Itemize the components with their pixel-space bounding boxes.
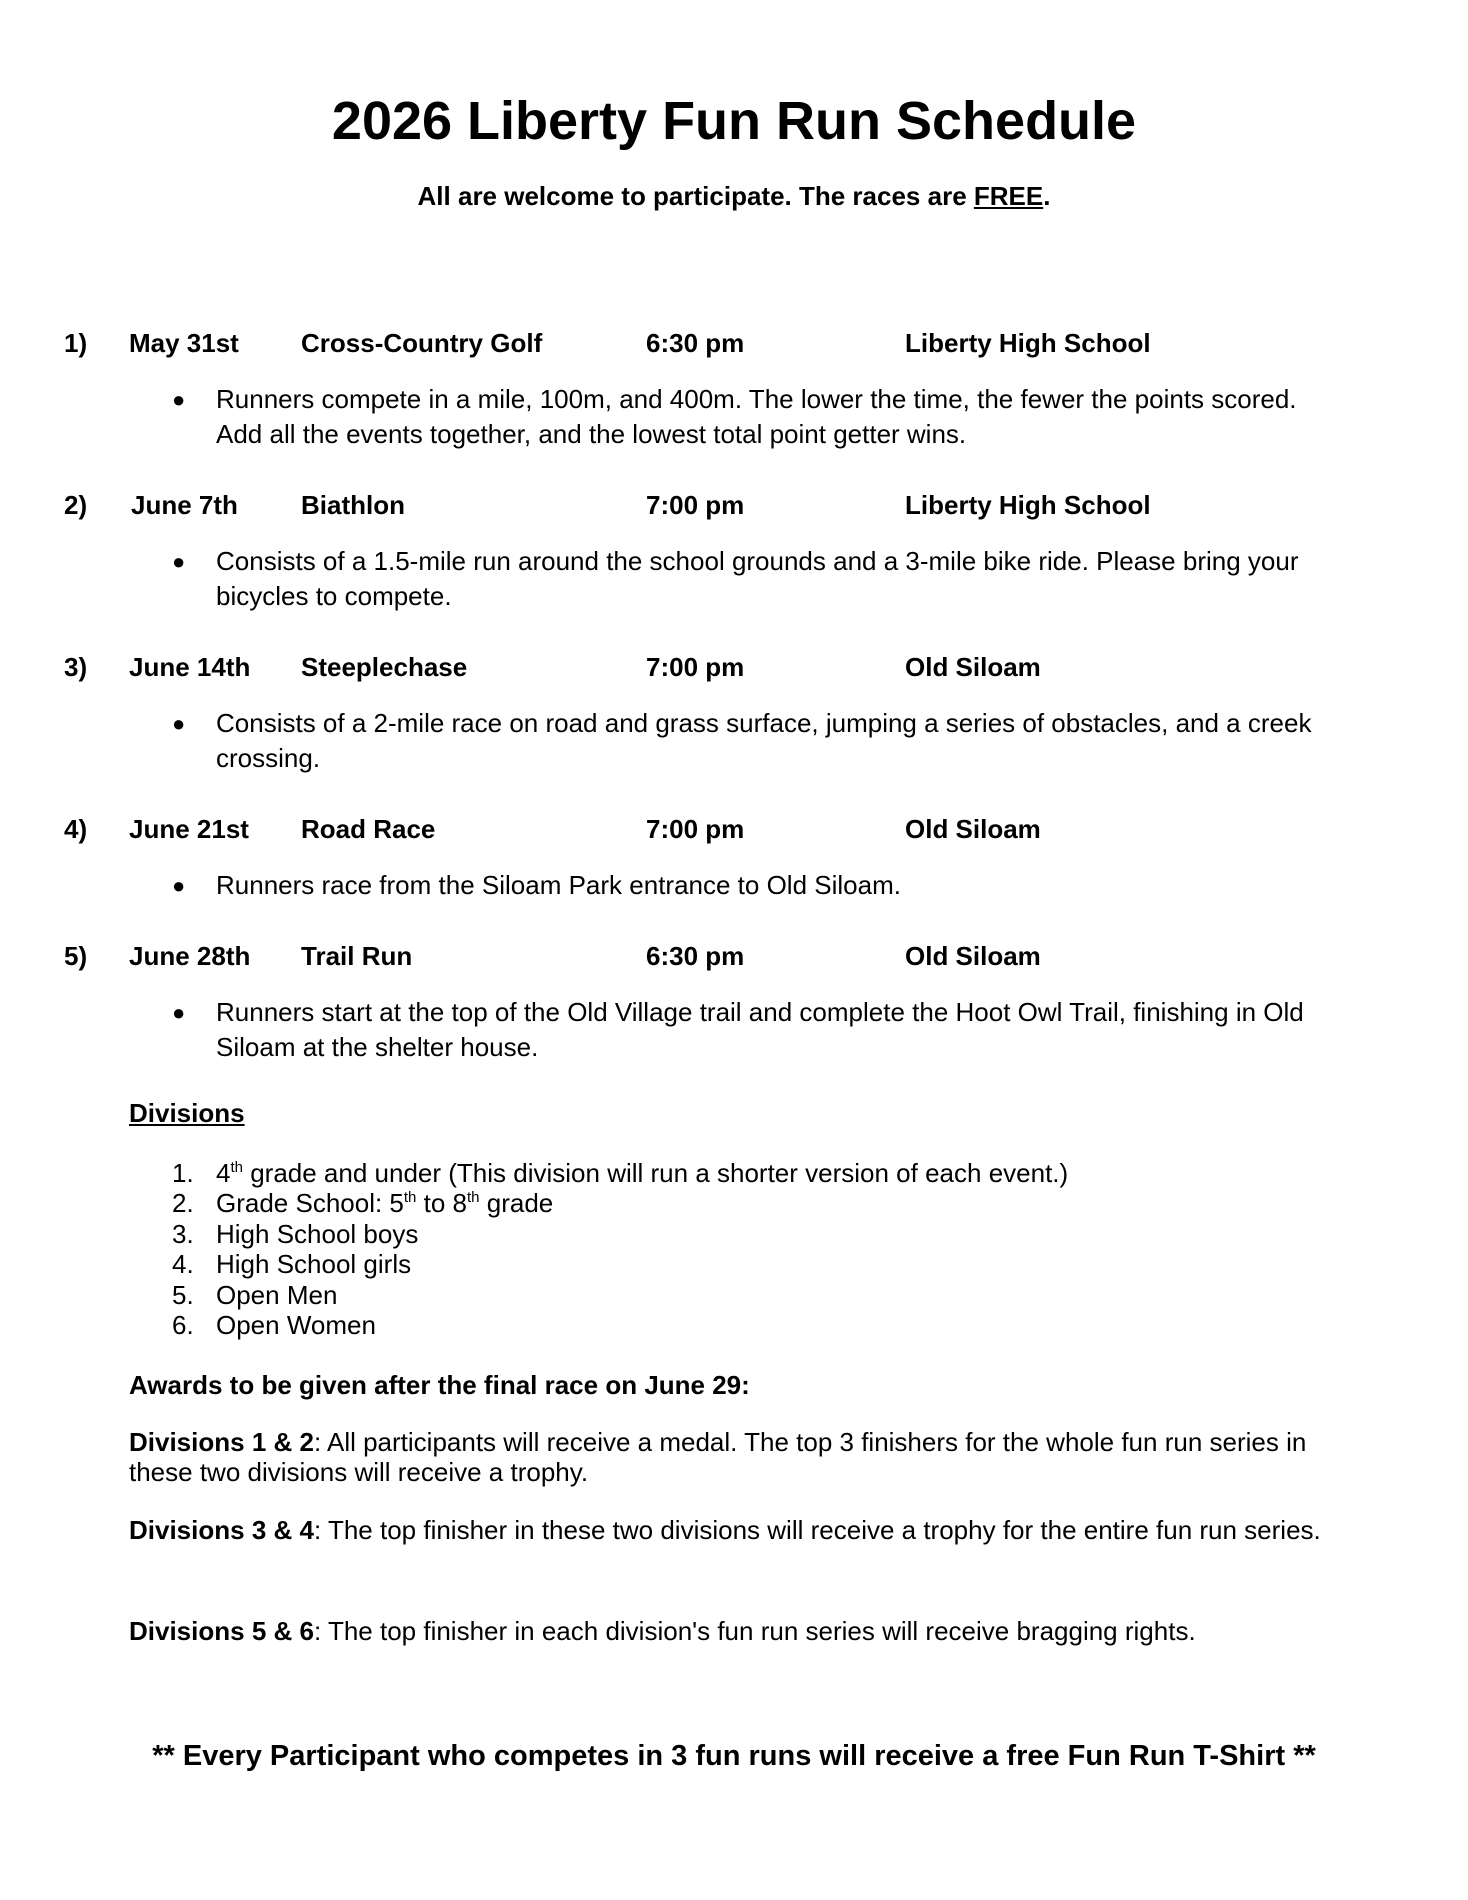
bullet-icon: ● xyxy=(172,711,186,736)
race-time: 7:00 pm xyxy=(646,814,745,844)
race-row xyxy=(0,812,1468,846)
page-title: 2026 Liberty Fun Run Schedule xyxy=(331,91,1137,151)
list-number: 1. xyxy=(172,1158,194,1188)
race-location: Liberty High School xyxy=(905,328,1151,358)
list-text: High School boys xyxy=(216,1218,419,1249)
award-paragraph xyxy=(129,1616,1349,1646)
subtitle-period: . xyxy=(1043,181,1051,211)
list-text: Open Men xyxy=(216,1279,338,1310)
race-description-text: Runners compete in a mile, 100m, and 400m. The lower the time, the fewer the points scored. Add all the events together, and the lowest total point getter wins. xyxy=(216,384,1297,449)
list-text-part: 4 xyxy=(216,1158,231,1188)
award-text: : The top finisher in each division's fun run series will receive bragging rights. xyxy=(313,1616,1196,1646)
divisions-heading: Divisions xyxy=(129,1098,245,1128)
award-label: Divisions 1 & 2 xyxy=(129,1427,314,1457)
bullet-icon: ● xyxy=(172,1000,186,1025)
race-event: Trail Run xyxy=(301,941,413,971)
race-time: 7:00 pm xyxy=(646,652,745,682)
award-paragraph xyxy=(129,1427,1349,1487)
list-text xyxy=(216,1158,1068,1188)
list-text: Open Women xyxy=(216,1309,376,1340)
race-date: May 31st xyxy=(129,328,239,358)
list-item xyxy=(0,1219,1468,1249)
free-emphasis: FREE xyxy=(973,181,1044,211)
race-row xyxy=(0,488,1468,522)
race-event: Steeplechase xyxy=(301,652,468,682)
award-label: Divisions 3 & 4 xyxy=(129,1515,314,1545)
race-number: 3) xyxy=(64,652,88,682)
list-item xyxy=(0,1280,1468,1310)
award-text: : The top finisher in these two divisions will receive a trophy for the entire fun run series. xyxy=(313,1515,1321,1545)
list-number: 5. xyxy=(172,1279,194,1310)
race-location: Old Siloam xyxy=(905,941,1041,971)
race-event: Cross-Country Golf xyxy=(301,328,543,358)
list-number: 3. xyxy=(172,1218,194,1249)
divisions-list xyxy=(0,1158,1468,1340)
race-number: 2) xyxy=(64,490,88,520)
subtitle xyxy=(0,180,1468,212)
race-description-text: Consists of a 2-mile race on road and grass surface, jumping a series of obstacles, and a creek crossing. xyxy=(216,708,1312,773)
race-description-text: Consists of a 1.5-mile run around the school grounds and a 3-mile bike ride. Please bring your bicycles to compete. xyxy=(216,546,1299,611)
list-item xyxy=(0,1188,1468,1218)
tshirt-notice: ** Every Participant who competes in 3 fun runs will receive a free Fun Run T-Shirt ** xyxy=(152,1740,1316,1772)
list-item xyxy=(0,1310,1468,1340)
award-label: Divisions 5 & 6 xyxy=(129,1616,314,1646)
ordinal-suffix: th xyxy=(467,1189,480,1207)
race-row xyxy=(0,650,1468,684)
bullet-icon: ● xyxy=(172,387,186,412)
race-date: June 14th xyxy=(129,652,251,682)
race-description-text: Runners start at the top of the Old Village trail and complete the Hoot Owl Trail, finishing in Old Siloam at the shelter house. xyxy=(216,997,1304,1062)
race-date: June 21st xyxy=(129,814,249,844)
race-date: June 7th xyxy=(131,490,238,520)
list-item xyxy=(0,1249,1468,1279)
list-text-part: Grade School: 5 xyxy=(216,1188,404,1219)
race-number: 5) xyxy=(64,941,88,971)
list-number: 2. xyxy=(172,1188,194,1219)
race-number: 4) xyxy=(64,814,88,844)
awards-heading: Awards to be given after the final race on June 29: xyxy=(129,1370,750,1400)
award-text: : All participants will receive a medal. The top 3 finishers for the whole fun run series in these two divisions will receive a trophy. xyxy=(129,1427,1307,1487)
race-event: Biathlon xyxy=(301,490,405,520)
list-number: 4. xyxy=(172,1249,194,1280)
ordinal-suffix: th xyxy=(230,1159,243,1176)
bullet-icon: ● xyxy=(172,873,186,898)
list-text-part: grade and under (This division will run a shorter version of each event.) xyxy=(242,1158,1069,1188)
list-text-part: to 8 xyxy=(416,1188,467,1219)
race-description-text: Runners race from the Siloam Park entrance to Old Siloam. xyxy=(216,870,901,900)
race-event: Road Race xyxy=(301,814,436,844)
list-item xyxy=(0,1158,1468,1188)
bullet-icon: ● xyxy=(172,549,186,574)
race-date: June 28th xyxy=(129,941,251,971)
race-number: 1) xyxy=(64,328,88,358)
race-location: Old Siloam xyxy=(905,814,1041,844)
race-time: 6:30 pm xyxy=(646,328,745,358)
race-location: Old Siloam xyxy=(905,652,1041,682)
list-number: 6. xyxy=(172,1309,194,1340)
subtitle-text: All are welcome to participate. The races are xyxy=(417,181,974,211)
list-text: High School girls xyxy=(216,1249,412,1280)
list-text-part: grade xyxy=(479,1188,554,1219)
award-paragraph xyxy=(129,1515,1349,1545)
race-row xyxy=(0,326,1468,360)
race-time: 7:00 pm xyxy=(646,490,745,520)
race-location: Liberty High School xyxy=(905,490,1151,520)
race-time: 6:30 pm xyxy=(646,941,745,971)
list-text xyxy=(216,1188,553,1218)
ordinal-suffix: th xyxy=(403,1189,417,1207)
race-row xyxy=(0,939,1468,973)
